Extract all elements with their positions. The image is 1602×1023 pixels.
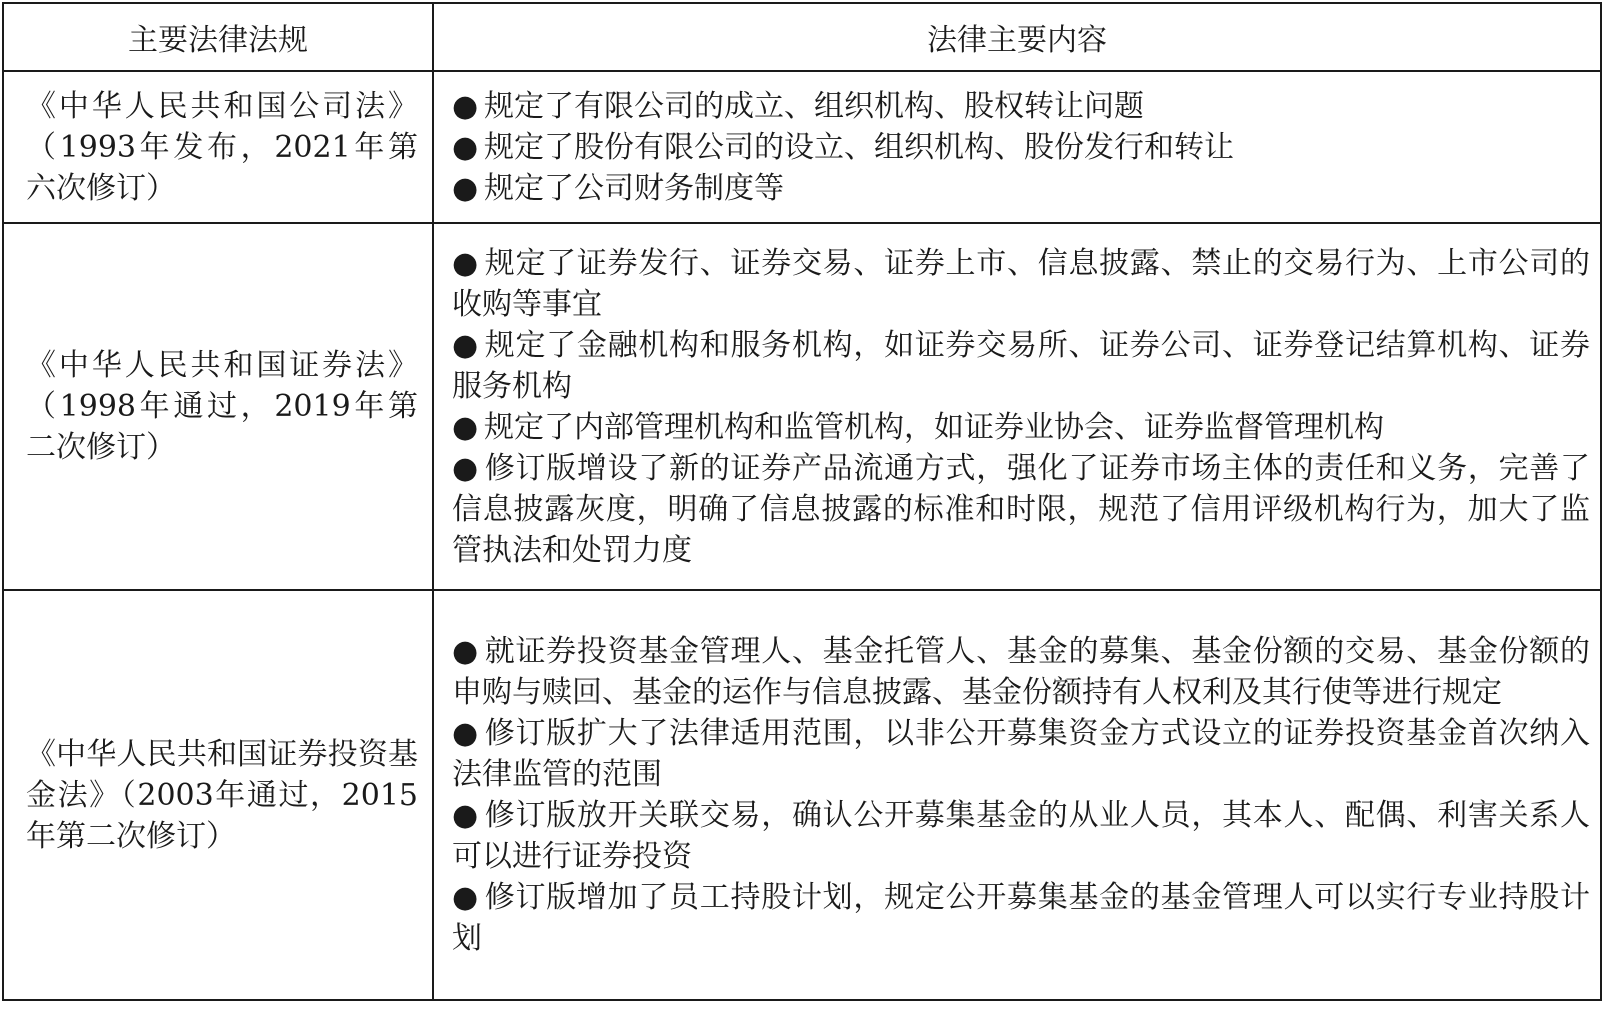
bullet-icon: ● [452, 798, 479, 833]
list-item [452, 407, 1590, 448]
list-item [452, 243, 1590, 325]
list-item-text: 规定了金融机构和服务机构，如证券交易所、证券公司、证券登记结算机构、证券服务机构 [452, 327, 1590, 404]
list-item [452, 631, 1590, 713]
list-item-text: 修订版放开关联交易，确认公开募集基金的从业人员，其本人、配偶、利害关系人可以进行证券投资 [452, 798, 1590, 874]
header-row [3, 3, 1601, 71]
list-item [452, 448, 1590, 571]
content-list [452, 631, 1590, 959]
law-content-cell [433, 223, 1601, 590]
list-item-text: 修订版增设了新的证券产品流通方式，强化了证券市场主体的责任和义务，完善了信息披露灰度，明确了信息披露的标准和时限，规范了信用评级机构行为，加大了监管执法和处罚力度 [452, 450, 1590, 568]
list-item-text: 修订版增加了员工持股计划，规定公开募集基金的基金管理人可以实行专业持股计划 [452, 880, 1590, 956]
table-row [3, 71, 1601, 223]
list-item-text: 规定了股份有限公司的设立、组织机构、股份发行和转让 [484, 129, 1234, 165]
law-content-cell [433, 590, 1601, 1000]
law-table [2, 2, 1602, 1001]
content-list [452, 86, 1590, 209]
law-name-cell: 《中华人民共和国证券法》（1998年通过，2019年第二次修订） [3, 223, 433, 590]
list-item-text: 规定了有限公司的成立、组织机构、股权转让问题 [484, 88, 1144, 124]
law-content-cell [433, 71, 1601, 223]
list-item [452, 713, 1590, 795]
law-name-cell: 《中华人民共和国公司法》（1993年发布，2021年第六次修订） [3, 71, 433, 223]
list-item-text: 规定了公司财务制度等 [484, 170, 784, 206]
list-item [452, 86, 1590, 127]
table-row [3, 590, 1601, 1000]
list-item-text: 规定了证券发行、证券交易、证券上市、信息披露、禁止的交易行为、上市公司的收购等事宜 [452, 245, 1590, 322]
bullet-icon: ● [452, 716, 479, 751]
bullet-icon: ● [452, 634, 479, 669]
law-name-cell: 《中华人民共和国证券投资基金法》（2003年通过，2015年第二次修订） [3, 590, 433, 1000]
bullet-icon: ● [452, 880, 479, 915]
header-law-content: 法律主要内容 [433, 3, 1601, 71]
bullet-icon: ● [452, 327, 479, 363]
bullet-icon: ● [452, 409, 479, 445]
header-law-name: 主要法律法规 [3, 3, 433, 71]
list-item-text: 修订版扩大了法律适用范围，以非公开募集资金方式设立的证券投资基金首次纳入法律监管的范围 [452, 716, 1590, 792]
bullet-icon: ● [452, 450, 479, 486]
bullet-icon: ● [452, 170, 479, 206]
list-item [452, 877, 1590, 959]
content-list [452, 243, 1590, 571]
list-item [452, 127, 1590, 168]
bullet-icon: ● [452, 88, 479, 124]
list-item [452, 795, 1590, 877]
list-item-text: 就证券投资基金管理人、基金托管人、基金的募集、基金份额的交易、基金份额的申购与赎回、基金的运作与信息披露、基金份额持有人权利及其行使等进行规定 [452, 634, 1590, 710]
bullet-icon: ● [452, 129, 479, 165]
table-row [3, 223, 1601, 590]
list-item [452, 168, 1590, 209]
bullet-icon: ● [452, 245, 479, 281]
list-item [452, 325, 1590, 407]
list-item-text: 规定了内部管理机构和监管机构，如证券业协会、证券监督管理机构 [484, 409, 1384, 445]
